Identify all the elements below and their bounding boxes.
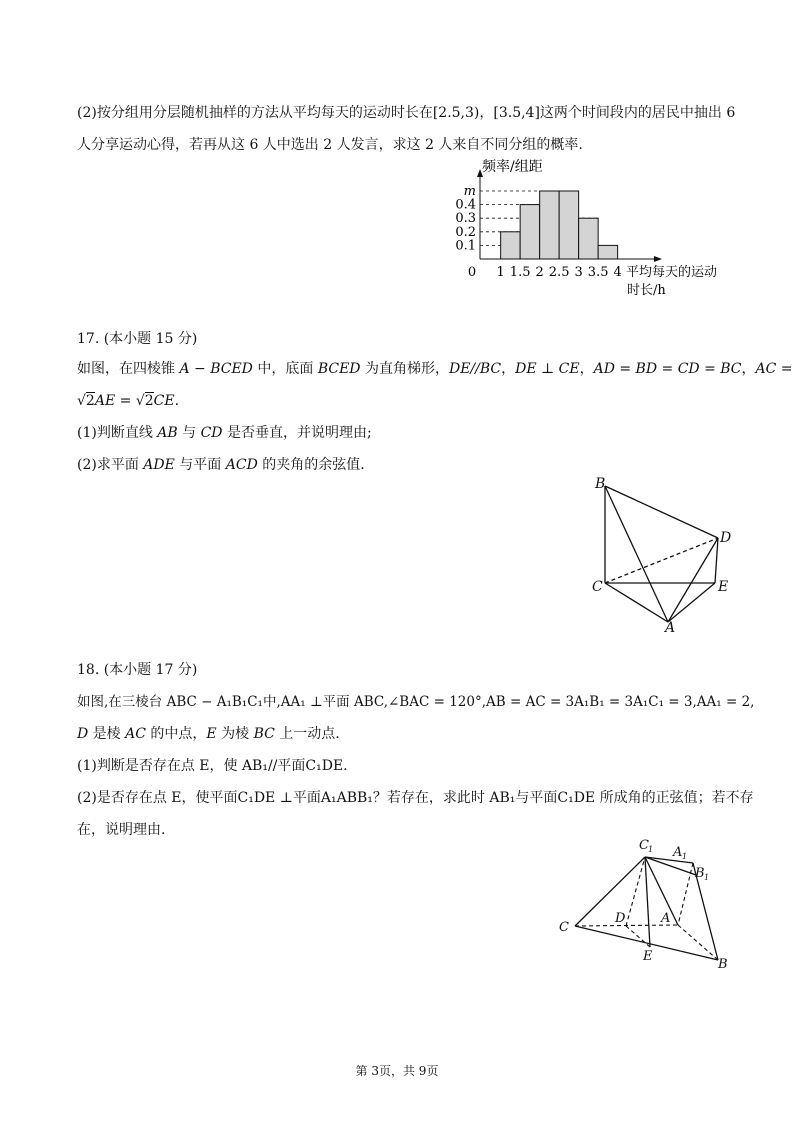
q16-part2-line1: (2)按分组用分层随机抽样的方法从平均每天的运动时长在[2.5,3)，[3.5,4]这两个时间段内的居民中抽出 6 xyxy=(77,105,736,121)
sqrt-sign-1: √ xyxy=(77,393,86,409)
q17-intro-l: AC = xyxy=(755,361,793,377)
q17-intro-b: A − BCED xyxy=(179,361,253,377)
q18-header: 18. (本小题 17 分) xyxy=(77,662,198,678)
q17-p1-ab: AB xyxy=(157,425,178,441)
q17-intro-d: BCED xyxy=(317,361,361,377)
x-axis-label-line2: 时长/h xyxy=(627,283,666,298)
label-A1: A xyxy=(673,845,683,860)
q17-intro-a: 如图，在四棱锥 xyxy=(77,361,180,377)
edge-DE-hidden xyxy=(626,926,650,947)
q18-part1: (1)判断是否存在点 E，使 AB₁//平面C₁DE. xyxy=(77,758,348,774)
label-B1: B xyxy=(695,866,705,881)
q17-intro-h: DE ⊥ CE xyxy=(515,361,580,377)
label-D: D xyxy=(615,911,626,926)
edge-EA xyxy=(668,583,715,622)
label-E: E xyxy=(643,949,653,964)
q18-l2-e: E xyxy=(206,726,217,742)
histogram-chart xyxy=(440,155,740,300)
histogram-bar xyxy=(540,191,560,259)
label-C: C xyxy=(592,579,603,595)
edge-C1C xyxy=(575,857,645,926)
q18-part2-line1: (2)是否存在点 E，使平面C₁DE ⊥平面A₁ABB₁？若存在，求此时 AB₁与平面C₁DE 所成角的正弦值；若不存 xyxy=(77,790,754,806)
x-tick-label: 4 xyxy=(613,265,622,280)
q17-p2-c: 与平面 xyxy=(174,457,226,473)
q17-intro-e: 为直角梯形， xyxy=(360,361,449,377)
q17-line2-ae: AE = xyxy=(94,393,136,409)
edge-DA xyxy=(668,538,718,622)
x-axis-arrow xyxy=(654,256,662,262)
q18-frustum-figure xyxy=(555,835,745,975)
q17-intro-j: AD = BD = CD = BC xyxy=(593,361,742,377)
q17-p2-e: 的夹角的余弦值. xyxy=(257,457,365,473)
edge-A1A-hidden xyxy=(678,863,693,925)
edge-B1B xyxy=(696,875,718,960)
x-tick-label: 2.5 xyxy=(548,265,570,280)
q17-pyramid-figure xyxy=(585,470,745,635)
q18-l2-f: 为棱 xyxy=(216,726,254,742)
q18-l2-ac: AC xyxy=(125,726,146,742)
histogram-bar xyxy=(579,218,599,259)
label-B1-sub: 1 xyxy=(704,873,710,882)
y-tick-label: 0.2 xyxy=(455,224,476,240)
q17-part2 xyxy=(77,455,365,475)
x-tick-label: 2 xyxy=(535,265,544,280)
edge-C1E xyxy=(645,857,650,947)
x-tick-label: 3 xyxy=(574,265,583,280)
q17-intro-f: DE//BC xyxy=(448,361,502,377)
sqrt-radicand-1: 2 xyxy=(85,393,95,409)
q18-l2-h: 上一动点. xyxy=(274,726,340,742)
q17-line2 xyxy=(77,391,179,411)
q17-p1-c: 与 xyxy=(177,425,201,441)
q18-l2-text: 的中点， xyxy=(145,726,207,742)
q17-p2-a: (2)求平面 xyxy=(77,457,144,473)
q17-intro-c: 中，底面 xyxy=(252,361,318,377)
edge-BD xyxy=(605,486,718,538)
y-tick-label: 0.4 xyxy=(455,197,476,213)
q17-p1-e: 是否垂直，并说明理由; xyxy=(222,425,372,441)
x-tick-label: 0 xyxy=(467,265,477,280)
x-tick-label: 1 xyxy=(496,265,505,280)
q18-l2-bc: BC xyxy=(253,726,275,742)
sqrt-radicand-2: 2 xyxy=(144,393,154,409)
q17-intro-k: ， xyxy=(741,361,756,377)
q17-p1-cd: CD xyxy=(200,425,223,441)
x-tick-label: 1.5 xyxy=(509,265,531,280)
y-tick-label: m xyxy=(463,184,476,199)
chart-title: 频率/组距 xyxy=(482,159,543,175)
y-tick-label: 0.1 xyxy=(455,238,476,254)
label-A1-sub: 1 xyxy=(682,852,688,861)
q18-l2-b: 是棱 xyxy=(88,726,126,742)
label-B: B xyxy=(595,476,606,492)
q17-p1-a: (1)判断直线 xyxy=(77,425,158,441)
histogram-bar xyxy=(598,245,618,259)
label-D: D xyxy=(720,530,732,546)
histogram-bar xyxy=(520,205,540,259)
q17-part1 xyxy=(77,423,372,443)
histogram-bar xyxy=(559,191,579,259)
q17-p2-acd: ACD xyxy=(225,457,258,473)
edge-DC1-hidden xyxy=(626,857,645,926)
q17-intro-i: ， xyxy=(579,361,594,377)
x-axis-label-line1: 平均每天的运动 xyxy=(626,265,718,280)
sqrt-sign-2: √ xyxy=(135,393,145,409)
edge-BA xyxy=(605,486,668,622)
y-tick-label: 0.3 xyxy=(455,211,476,227)
histogram-bar xyxy=(501,232,521,259)
q17-intro-g: ， xyxy=(501,361,516,377)
edge-CD-hidden xyxy=(605,538,718,583)
x-tick-label: 3.5 xyxy=(587,265,609,280)
label-C: C xyxy=(559,920,569,935)
label-E: E xyxy=(718,579,729,595)
q18-part2-line2: 在，说明理由. xyxy=(77,822,166,838)
label-A: A xyxy=(665,620,676,635)
q18-l2-d: D xyxy=(77,726,89,742)
q18-intro-line1: 如图,在三棱台 ABC − A₁B₁C₁中,AA₁ ⊥平面 ABC,∠BAC = 120°,AB = AC = 3A₁B₁ = 3A₁C₁ = 3,AA₁ = 2, xyxy=(77,694,755,710)
q17-intro xyxy=(77,359,793,379)
q16-part2-line2: 人分享运动心得，若再从这 6 人中选出 2 人发言，求这 2 人来自不同分组的概率. xyxy=(77,137,583,153)
page-footer: 第 3页，共 9页 xyxy=(355,1064,439,1078)
label-A: A xyxy=(661,911,671,926)
label-C1: C xyxy=(639,838,649,853)
edge-DE xyxy=(715,538,718,583)
q17-header: 17. (本小题 15 分) xyxy=(77,331,198,347)
label-C1-sub: 1 xyxy=(648,845,654,854)
q17-line2-ce: CE. xyxy=(153,393,180,409)
q17-p2-ade: ADE xyxy=(143,457,175,473)
q18-intro-line2 xyxy=(77,724,340,744)
label-B: B xyxy=(718,957,728,972)
